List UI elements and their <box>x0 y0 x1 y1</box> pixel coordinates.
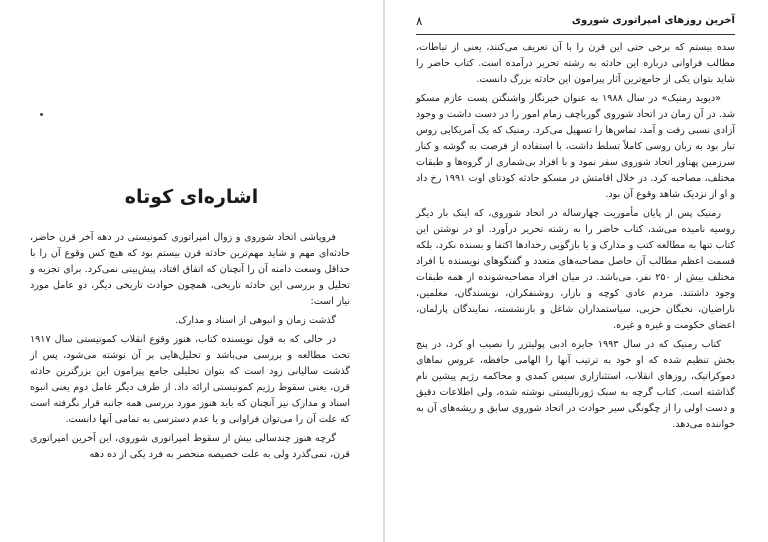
paragraph: فروپاشی اتحاد شوروی و زوال امپراتوری کمونیستی در دهه آخر قرن حاضر، حادثه‌ای مهم و شاید مهم‌ترین حادثه قرن بیستم بود که هیچ کس وقوع آن را با حداقل وسعت دامنه آن را آنچنان که اتفاق افتاد، پیش‌بینی نمی‌کرد. برای تجزیه و تحلیل و بررسی این حادثه تاریخی، همچون حوادث تاریخی دیگر، دو عامل مورد نیاز است: <box>30 232 350 307</box>
paragraph: سده بیستم که برخی حتی این قرن را با آن تعریف می‌کنند، یعنی از تباطات، مطالب فراوانی درباره این حادثه به رشته تحریر درآمده است. کتاب حاضر را شاید بتوان یکی از جامع‌ترین آثار پیرامون این حادثه بزرگ دانست. <box>416 42 735 85</box>
paragraph: گرچه هنوز چندسالی بیش از سقوط امپراتوری شوروی، این آخرین امپراتوری قرن، نمی‌گذرد ولی به علت خصیصه منحصر به فرد یکی از ده دهه <box>30 433 350 460</box>
paragraph: کتاب رمنیک که در سال ۱۹۹۳ جایزه ادبی پولیتزر را نصیب او کرد، در پنج بخش تنظیم شده که او خود به ترتیب آنها را الهامی حافظه، عروس نماهای دموکراتیک، روزهای انقلاب، استثنازاری سیس کمدی و محاکمه رژیم پیشین نام گذاشته است. کتاب گرچه به سبک ژورنالیستی نوشته شده، ولی اطلاعات دقیق و دست اولی را از چگونگی سیر حوادث در اتحاد شوروی سابق و ریشه‌های آن به خواننده می‌دهد. <box>416 339 735 430</box>
left-page-body <box>30 230 350 466</box>
chapter-title: اشاره‌ای کوتاه <box>124 186 259 208</box>
left-page <box>0 0 383 542</box>
running-title: آخرین روزهای امپراتوری شوروی <box>571 15 735 26</box>
paragraph: «دیوید رمنیک» در سال ۱۹۸۸ به عنوان خبرنگار واشنگتن پست عازم مسکو شد. در آن زمان در اتحاد شوروی گورباچف زمام امور را در دست داشت و وجود آزادی نسبی رفت و آمد، تماس‌ها را تسهیل می‌کرد. رمنیک که یک آمریکایی روس تبار بود به زبان روسی کاملاً تسلط داشت، با استفاده از فرصت به گوشه و کنار سرزمین پهناور اتحاد شوروی سفر نمود و با افراد بی‌شماری از گروه‌ها و طبقات مختلف، مصاحبه کرد. در خلال اقامتش در مسکو حادثه کودتای اوت ۱۹۹۱ رخ داد و او از نزدیک شاهد وقوع آن بود. <box>416 93 735 200</box>
running-header <box>416 8 735 35</box>
page-mark-dot <box>40 113 43 116</box>
page-number: ۸ <box>416 14 423 28</box>
paragraph: گذشت زمان و انبوهی از اسناد و مدارک. <box>175 315 336 326</box>
paragraph: رمنیک پس از پایان مأموریت چهارساله در اتحاد شوروی، که اینک بار دیگر روسیه نامیده می‌شد، کتاب حاضر را به رشته تحریر درآورد. او در نوشتن این کتاب تنها به مطالعه کتب و مدارک و یا بازگویی رخدادها اکتفا و بسنده نکرد، بلکه قسمت اعظم مطالب آن حاصل مصاحبه‌های متعدد و گفتگوهای نویسنده با افراد مختلف بیش از ۲۵۰ نفر، می‌باشد. در میان افراد مصاحبه‌شونده از همه طبقات وجود داشتند. مردم عادی کوچه و بازار، روشنفکران، نویسندگان، معلمین، ناراضیان، نخبگان حزبی، سیاستمداران شاغل و بازنشسته، نمایندگان پارلمان، اعضای حکومت و غیره و غیره. <box>416 208 735 331</box>
right-page-body <box>416 40 735 436</box>
paragraph: در حالی که به قول نویسنده کتاب، هنوز وقوع انقلاب کمونیستی سال ۱۹۱۷ تحت مطالعه و بررسی می‌باشد و تحلیل‌هایی بر آن نوشته می‌شود، پس از گذشت سالیانی زود است که بتوان تحلیلی جامع پیرامون این بزرگترین حادثه قرن، یعنی سقوط رژیم کمونیستی ارائه داد. از طرف دیگر عامل دوم یعنی انبوه اسناد و مدارک نیز آنچنان که باید هنوز مورد بررسی همه جانبه قرار نگرفته است که علت آن را می‌توان فراوانی و یا عدم دسترسی به تمامی آنها دانست. <box>30 334 350 425</box>
right-page <box>385 0 768 542</box>
